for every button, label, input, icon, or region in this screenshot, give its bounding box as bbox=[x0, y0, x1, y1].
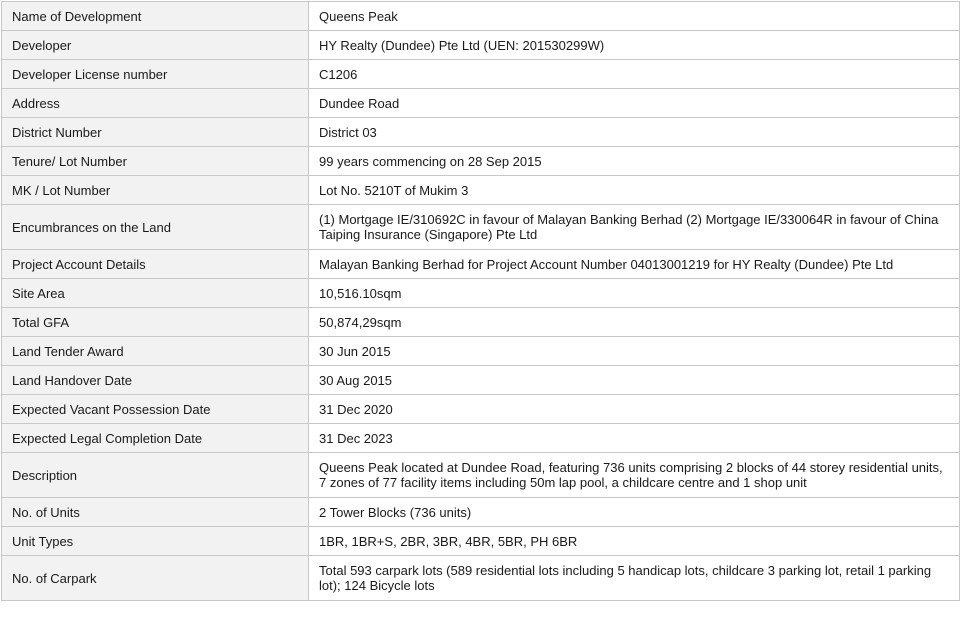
row-value: 1BR, 1BR+S, 2BR, 3BR, 4BR, 5BR, PH 6BR bbox=[309, 527, 960, 556]
row-label: Description bbox=[2, 453, 309, 498]
row-value: Lot No. 5210T of Mukim 3 bbox=[309, 176, 960, 205]
row-value: Dundee Road bbox=[309, 89, 960, 118]
row-label: Tenure/ Lot Number bbox=[2, 147, 309, 176]
row-value: 50,874,29sqm bbox=[309, 308, 960, 337]
row-label: Expected Vacant Possession Date bbox=[2, 395, 309, 424]
row-value: 31 Dec 2020 bbox=[309, 395, 960, 424]
row-value: Total 593 carpark lots (589 residential lots including 5 handicap lots, childcare 3 parking lot, retail 1 parking lot); 124 Bicycle lots bbox=[309, 556, 960, 601]
row-label: Developer License number bbox=[2, 60, 309, 89]
row-value: 31 Dec 2023 bbox=[309, 424, 960, 453]
row-label: District Number bbox=[2, 118, 309, 147]
row-value: Queens Peak located at Dundee Road, featuring 736 units comprising 2 blocks of 44 storey residential units, 7 zones of 77 facility items including 50m lap pool, a childcare centre and 1 shop unit bbox=[309, 453, 960, 498]
row-label: Name of Development bbox=[2, 2, 309, 31]
table-row bbox=[2, 556, 960, 601]
row-value: (1) Mortgage IE/310692C in favour of Malayan Banking Berhad (2) Mortgage IE/330064R in favour of China Taiping Insurance (Singapore) Pte Ltd bbox=[309, 205, 960, 250]
row-value: HY Realty (Dundee) Pte Ltd (UEN: 201530299W) bbox=[309, 31, 960, 60]
row-label: Address bbox=[2, 89, 309, 118]
row-label: No. of Units bbox=[2, 498, 309, 527]
row-label: Total GFA bbox=[2, 308, 309, 337]
table-row bbox=[2, 89, 960, 118]
row-label: Project Account Details bbox=[2, 250, 309, 279]
table-row bbox=[2, 527, 960, 556]
row-label: Land Tender Award bbox=[2, 337, 309, 366]
row-value: Malayan Banking Berhad for Project Account Number 04013001219 for HY Realty (Dundee) Pte Ltd bbox=[309, 250, 960, 279]
table-row bbox=[2, 337, 960, 366]
row-value: 30 Jun 2015 bbox=[309, 337, 960, 366]
table-row bbox=[2, 205, 960, 250]
table-row bbox=[2, 424, 960, 453]
row-value: 10,516.10sqm bbox=[309, 279, 960, 308]
row-value: 99 years commencing on 28 Sep 2015 bbox=[309, 147, 960, 176]
table-row bbox=[2, 395, 960, 424]
table-row bbox=[2, 118, 960, 147]
row-label: Land Handover Date bbox=[2, 366, 309, 395]
table-row bbox=[2, 308, 960, 337]
table-row bbox=[2, 31, 960, 60]
table-row bbox=[2, 60, 960, 89]
row-value: District 03 bbox=[309, 118, 960, 147]
table-row bbox=[2, 498, 960, 527]
table-row bbox=[2, 176, 960, 205]
row-label: Site Area bbox=[2, 279, 309, 308]
row-label: Expected Legal Completion Date bbox=[2, 424, 309, 453]
row-value: 30 Aug 2015 bbox=[309, 366, 960, 395]
table-row bbox=[2, 2, 960, 31]
table-row bbox=[2, 250, 960, 279]
row-label: MK / Lot Number bbox=[2, 176, 309, 205]
table-row bbox=[2, 453, 960, 498]
row-label: Unit Types bbox=[2, 527, 309, 556]
row-label: No. of Carpark bbox=[2, 556, 309, 601]
row-value: C1206 bbox=[309, 60, 960, 89]
table-row bbox=[2, 279, 960, 308]
row-value: Queens Peak bbox=[309, 2, 960, 31]
development-details-table bbox=[1, 1, 960, 601]
row-value: 2 Tower Blocks (736 units) bbox=[309, 498, 960, 527]
table-row bbox=[2, 147, 960, 176]
row-label: Developer bbox=[2, 31, 309, 60]
row-label: Encumbrances on the Land bbox=[2, 205, 309, 250]
table-row bbox=[2, 366, 960, 395]
